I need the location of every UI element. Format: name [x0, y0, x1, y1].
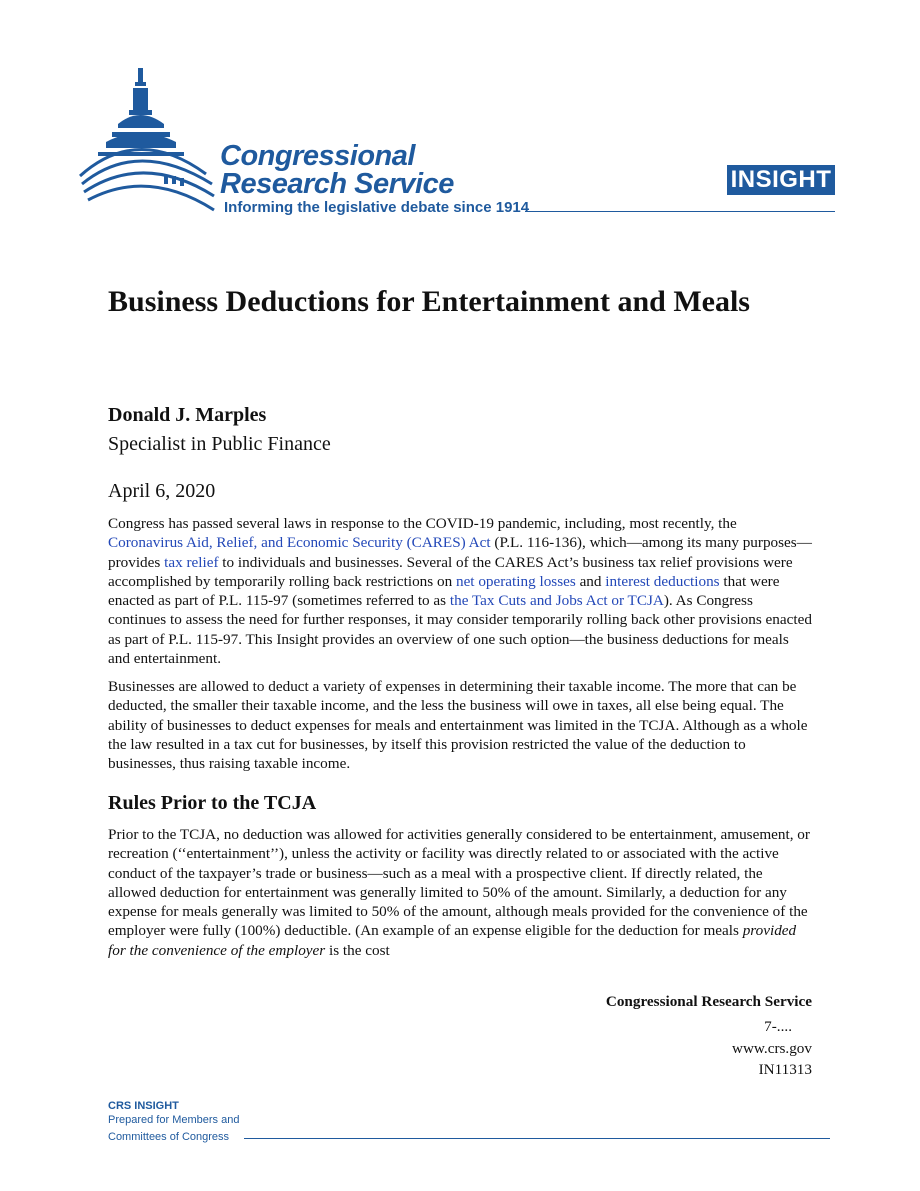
interest-deductions-link[interactable]: interest deductions — [605, 572, 720, 590]
text-run: and — [575, 572, 606, 590]
tagline-divider — [525, 211, 835, 212]
text-run: Congress has passed several laws in response to the COVID-19 pandemic, including, most recently, the — [108, 515, 737, 532]
footer-prepared-line1: Prepared for Members and — [108, 1114, 240, 1126]
page-title: Business Deductions for Entertainment and Meals — [108, 285, 750, 318]
insight-badge: INSIGHT — [727, 165, 835, 195]
intro-paragraph — [108, 514, 814, 668]
cares-act-link[interactable]: Coronavirus Aid, Relief, and Economic Security (CARES) Act — [108, 534, 491, 552]
capitol-dome-icon — [78, 64, 218, 214]
footer-prepared-line2: Committees of Congress — [108, 1131, 230, 1143]
emphasis-text: provided for the convenience of the employer — [108, 922, 797, 959]
author-role: Specialist in Public Finance — [108, 433, 331, 455]
footer-divider — [244, 1138, 830, 1139]
author-name: Donald J. Marples — [108, 404, 267, 426]
footer-crs-insight: CRS INSIGHT — [108, 1100, 179, 1112]
org-name-line1: Congressional — [220, 140, 415, 172]
text-run: is the cost — [325, 941, 390, 959]
org-name-line2: Research Service — [220, 168, 454, 200]
deductions-paragraph: Businesses are allowed to deduct a variety of expenses in determining their taxable income. The more that can be deducted, the smaller their taxable income, and the less the business will owe in taxes, all else being equal. The ability of businesses to deduct expenses for meals and entertainment was limited in the TCJA. Although as a whole the law resulted in a tax cut for businesses, by itself this provision restricted the value of the deduction to businesses, thus raising taxable income. — [108, 678, 808, 773]
text-run: (P.L. 116-136), which—among its many purposes—provides — [108, 534, 812, 571]
publication-date: April 6, 2020 — [108, 480, 216, 502]
text-run: Prior to the TCJA, no deduction was allowed for activities generally considered to be entertainment, amusement, or recreation (‘‘entertainment’’), unless the activity or facility was directly related to or associated with the active conduct of the taxpayer’s trade or business—such as a meal with a prospective client. If directly related, the allowed deduction for entertainment was generally limited to 50% of the amount. Similarly, a deduction for any expense for meals generally was limited to 50% of the amount, although meals provided for the convenience of the employer were fully (100%) deductible. (An example of an expense eligible for the deduction for meals — [108, 826, 810, 940]
text-run: ). As Congress continues to assess the need for further responses, it may consider temporarily rolling back other provisions enacted as part of P.L. 115-97. This Insight provides an overview of one such option—the business deductions for meals and entertainment. — [108, 592, 812, 668]
section-heading: Rules Prior to the TCJA — [108, 792, 317, 814]
rules-paragraph — [108, 825, 814, 960]
text-run: to individuals and businesses. Several of the CARES Act’s business tax relief provisions were accomplished by temporarily rolling back restrictions on — [108, 553, 793, 590]
footer-org: Congressional Research Service — [605, 993, 812, 1010]
org-tagline: Informing the legislative debate since 1914 — [224, 199, 530, 216]
tax-relief-link[interactable]: tax relief — [164, 553, 219, 571]
text-run: that were enacted as part of P.L. 115-97 (sometimes referred to as — [108, 572, 780, 610]
tcja-link[interactable]: the Tax Cuts and Jobs Act or TCJA — [449, 592, 664, 610]
footer-url-link[interactable]: www.crs.gov — [731, 1040, 812, 1057]
footer-page-number: 7-.... — [764, 1018, 792, 1035]
footer-doc-id: IN11313 — [758, 1061, 812, 1078]
net-operating-losses-link[interactable]: net operating losses — [455, 572, 576, 590]
